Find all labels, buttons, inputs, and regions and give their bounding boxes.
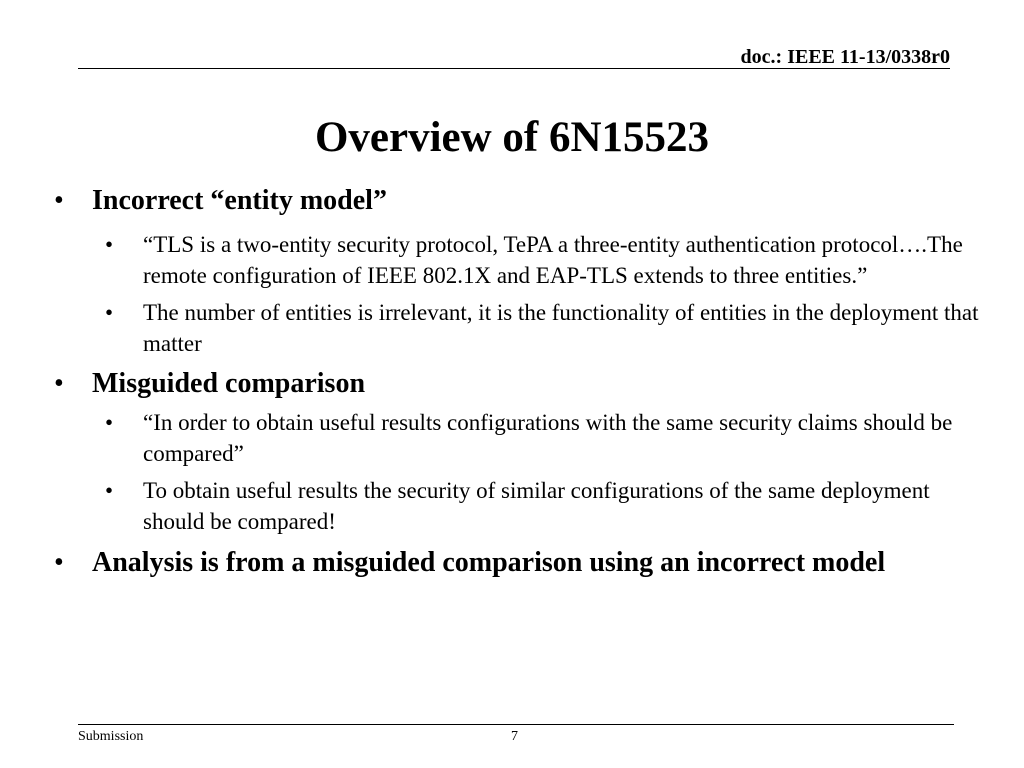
sub-bullet-text: “TLS is a two-entity security protocol, TePA a three-entity authentication protocol….The remote configuration of IEEE 802.1X and EAP-TLS extends to three entities.”: [143, 232, 963, 288]
bullet-icon: •: [105, 232, 114, 257]
sub-bullet: [105, 475, 984, 537]
page-number: 7: [511, 729, 518, 744]
bullet-icon: •: [54, 547, 64, 578]
bullet-icon: •: [105, 300, 114, 325]
bullet-misguided-comparison: [54, 367, 984, 401]
bullet-text: Analysis is from a misguided comparison using an incorrect model: [92, 547, 886, 578]
bullet-text: Incorrect “entity model”: [92, 185, 387, 216]
bullet-incorrect-entity-model: [54, 184, 984, 218]
sub-bullet-text: “In order to obtain useful results configurations with the same security claims should be compared”: [143, 410, 953, 466]
footer-label: Submission: [78, 729, 144, 744]
slide-body: [54, 184, 984, 580]
document-id: doc.: IEEE 11-13/0338r0: [740, 46, 950, 68]
bullet-text: Misguided comparison: [92, 368, 366, 399]
header-divider: [78, 68, 950, 69]
sub-bullet: [105, 229, 984, 291]
sub-bullet-text: The number of entities is irrelevant, it is the functionality of entities in the deployment that matter: [143, 300, 979, 356]
sub-bullet: [105, 407, 984, 469]
bullet-analysis-conclusion: [54, 546, 984, 580]
sub-bullet-text: To obtain useful results the security of similar configurations of the same deployment should be compared!: [143, 478, 930, 534]
sub-bullet: [105, 297, 984, 359]
slide-title: Overview of 6N15523: [314, 114, 710, 161]
bullet-icon: •: [54, 368, 64, 399]
bullet-icon: •: [105, 410, 114, 435]
bullet-icon: •: [54, 185, 64, 216]
footer-divider: [78, 724, 954, 725]
bullet-icon: •: [105, 478, 114, 503]
